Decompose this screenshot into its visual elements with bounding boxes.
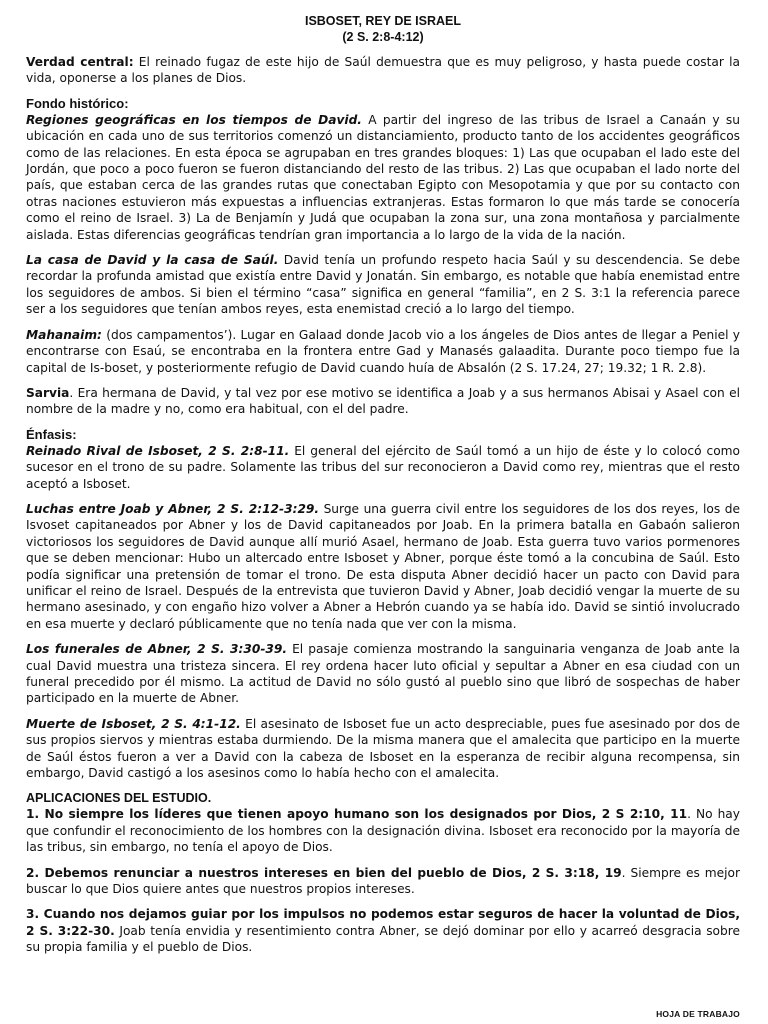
application-label: 3. Cuando nos dejamos guiar por los impulsos no podemos estar seguros de hacer la voluntad de Dios, 2 S. 3:22-30. bbox=[26, 907, 740, 938]
worksheet-footer-label: HOJA DE TRABAJO bbox=[656, 1009, 740, 1019]
application-text: . Siempre es mejor buscar lo que Dios quiere antes que nuestros propios intereses. bbox=[26, 865, 740, 897]
application-text: . No hay que confundir el reconocimiento de los hombres con la designación divina. Isboset era reconocido por la mayoría de las tribus, sin embargo, no tenía el apoyo de Dios. bbox=[26, 807, 740, 855]
central-truth-paragraph bbox=[26, 54, 740, 87]
central-truth-text: El reinado fugaz de este hijo de Saúl demuestra que es muy peligroso, y hasta puede costar la vida, oponerse a los planes de Dios. bbox=[26, 55, 740, 86]
background-paragraph-mahanaim bbox=[26, 327, 740, 376]
background-label: Sarvia bbox=[26, 385, 70, 400]
applications-heading: APLICACIONES DEL ESTUDIO. bbox=[26, 791, 212, 806]
background-label: Mahanaim: bbox=[26, 327, 102, 342]
emphasis-text: El general del ejército de Saúl tomó a un hijo de éste y lo colocó como sucesor en el trono de su padre. Solamente las tribus del sur reconocieron a David como rey, mientras que el resto aceptó a Isboset. bbox=[26, 443, 740, 491]
background-text: A partir del ingreso de las tribus de Israel a Canaán y su ubicación en cada uno de sus territorios comenzó un distanciamiento, producto tanto de los accidentes geográficos como de las relaciones. En esta época se agrupaban en tres grandes bloques: 1) Las que ocupaban el lado este del Jordán, que poco a poco fueron se fueron distanciando del resto de las tribus. 2) Las que ocupaban el lado norte del país, que estaban cerca de las grandes rutas que conectaban Egipto con Mesopotamia y que por su contacto con otras naciones estuvieron más expuestas a influencias extranjeras. Estas formaron lo que más tarde se conocería como el reino de Israel. 3) La de Benjamín y Judá que ocupaban la zona sur, una zona montañosa y parcialmente aislada. Estas diferencias geográficas tendrían gran importancia a lo largo de la vida de la nación. bbox=[26, 112, 740, 242]
background-paragraph-regions bbox=[26, 112, 740, 243]
background-label: La casa de David y la casa de Saúl. bbox=[26, 253, 279, 268]
application-item-3 bbox=[26, 906, 740, 955]
emphasis-paragraph-funeral bbox=[26, 641, 740, 707]
application-item-1 bbox=[26, 806, 740, 855]
background-label: Regiones geográficas en los tiempos de David. bbox=[26, 112, 362, 127]
central-truth-label: Verdad central: bbox=[26, 55, 134, 69]
background-heading: Fondo histórico: bbox=[26, 95, 129, 111]
emphasis-paragraph-struggles bbox=[26, 501, 740, 632]
document-page bbox=[26, 14, 740, 965]
background-text: (dos campamentos’). Lugar en Galaad donde Jacob vio a los ángeles de Dios antes de llegar a Peniel y encontrarse con Esaú, se encontraba en la frontera entre Gad y Manasés galaadita. Durante poco tiempo fue la capital de Is-boset, y posteriormente refugio de David cuando huía de Absalón (2 S. 17.24, 27; 19.32; 1 R. 2.8). bbox=[26, 327, 740, 375]
background-text: . Era hermana de David, y tal vez por ese motivo se identifica a Joab y a sus hermanos Abisai y Asael con el nombre de la madre y no, como era habitual, con el del padre. bbox=[26, 385, 740, 417]
background-paragraph-sarvia bbox=[26, 385, 740, 418]
background-paragraph-houses bbox=[26, 252, 740, 318]
application-label: 1. No siempre los líderes que tienen apoyo humano son los designados por Dios, 2 S 2:10, 11 bbox=[26, 807, 688, 822]
background-text: David tenía un profundo respeto hacia Saúl y su descendencia. Se debe recordar la profunda amistad que existía entre David y Jonatán. Sin embargo, es notable que había enemistad entre los seguidores de ambos. Si bien el término “casa” significa en general “familia”, en 2 S. 3:1 la referencia parece ser a los seguidores que tenían ambos reyes, esta enemistad creció a lo largo del tiempo. bbox=[26, 253, 740, 317]
emphasis-text: Surge una guerra civil entre los seguidores de los dos reyes, los de Isvoset capitaneados por Abner y los de David capitaneados por Joab. En la primera batalla en Gabaón salieron victoriosos los seguidores de David aunque allí murió Asael, hermano de Joab. Esta guerra tuvo varios pormenores que se deben mencionar: Hubo un altercado entre Isboset y Abner, porque éste tomó a la concubina de Saúl. Esto podía significar una pretensión de tomar el trono. De esta disputa Abner decidió hacer un pacto con David para unificar el reino de Israel. Después de la entrevista que tuvieron David y Abner, Joab decidió vengar la muerte de su hermano asesinado, y con engaño hizo volver a Abner a Hebrón cuando ya se había ido. David se sintió involucrado en esa muerte y declaró públicamente que no tenía nada que ver con la misma. bbox=[26, 501, 740, 631]
page-title: ISBOSET, REY DE ISRAEL bbox=[304, 14, 462, 28]
emphasis-label: Muerte de Isboset, 2 S. 4:1-12. bbox=[26, 716, 241, 731]
emphasis-text: El asesinato de Isboset fue un acto despreciable, pues fue asesinado por dos de sus propios siervos y mientras estaba durmiendo. De la misma manera que el amalecita que participo en la muerte de Saúl éstos fueron a ver a David con la cabeza de Isboset en la esperanza de recibir alguna recompensa, sin embargo, David castigó a los asesinos como lo había hecho con el amalecita. bbox=[26, 716, 740, 781]
emphasis-paragraph-rival-reign bbox=[26, 443, 740, 492]
document-title-block bbox=[26, 14, 740, 45]
application-text: Joab tenía envidia y resentimiento contra Abner, se dejó dominar por ello y acarreó desgracia sobre su propia familia y el pueblo de Dios. bbox=[26, 923, 740, 955]
emphasis-text: El pasaje comienza mostrando la sanguinaria venganza de Joab ante la cual David muestra una tristeza sincera. El rey ordena hacer luto oficial y sepultar a Abner en esa ciudad con un funeral precedido por él mismo. La actitud de David no sólo gustó al pueblo sino que libró de sospechas de haber participado en la muerte de Abner. bbox=[26, 642, 740, 706]
emphasis-label: Los funerales de Abner, 2 S. 3:30-39. bbox=[26, 642, 287, 657]
emphasis-paragraph-death bbox=[26, 716, 740, 782]
emphasis-heading: Énfasis: bbox=[26, 426, 77, 442]
emphasis-label: Luchas entre Joab y Abner, 2 S. 2:12-3:29. bbox=[26, 501, 320, 516]
page-subtitle: (2 S. 2:8-4:12) bbox=[342, 29, 424, 44]
application-item-2 bbox=[26, 865, 740, 898]
emphasis-label: Reinado Rival de Isboset, 2 S. 2:8-11. bbox=[26, 443, 290, 458]
application-label: 2. Debemos renunciar a nuestros intereses en bien del pueblo de Dios, 2 S. 3:18, 19 bbox=[26, 865, 622, 880]
